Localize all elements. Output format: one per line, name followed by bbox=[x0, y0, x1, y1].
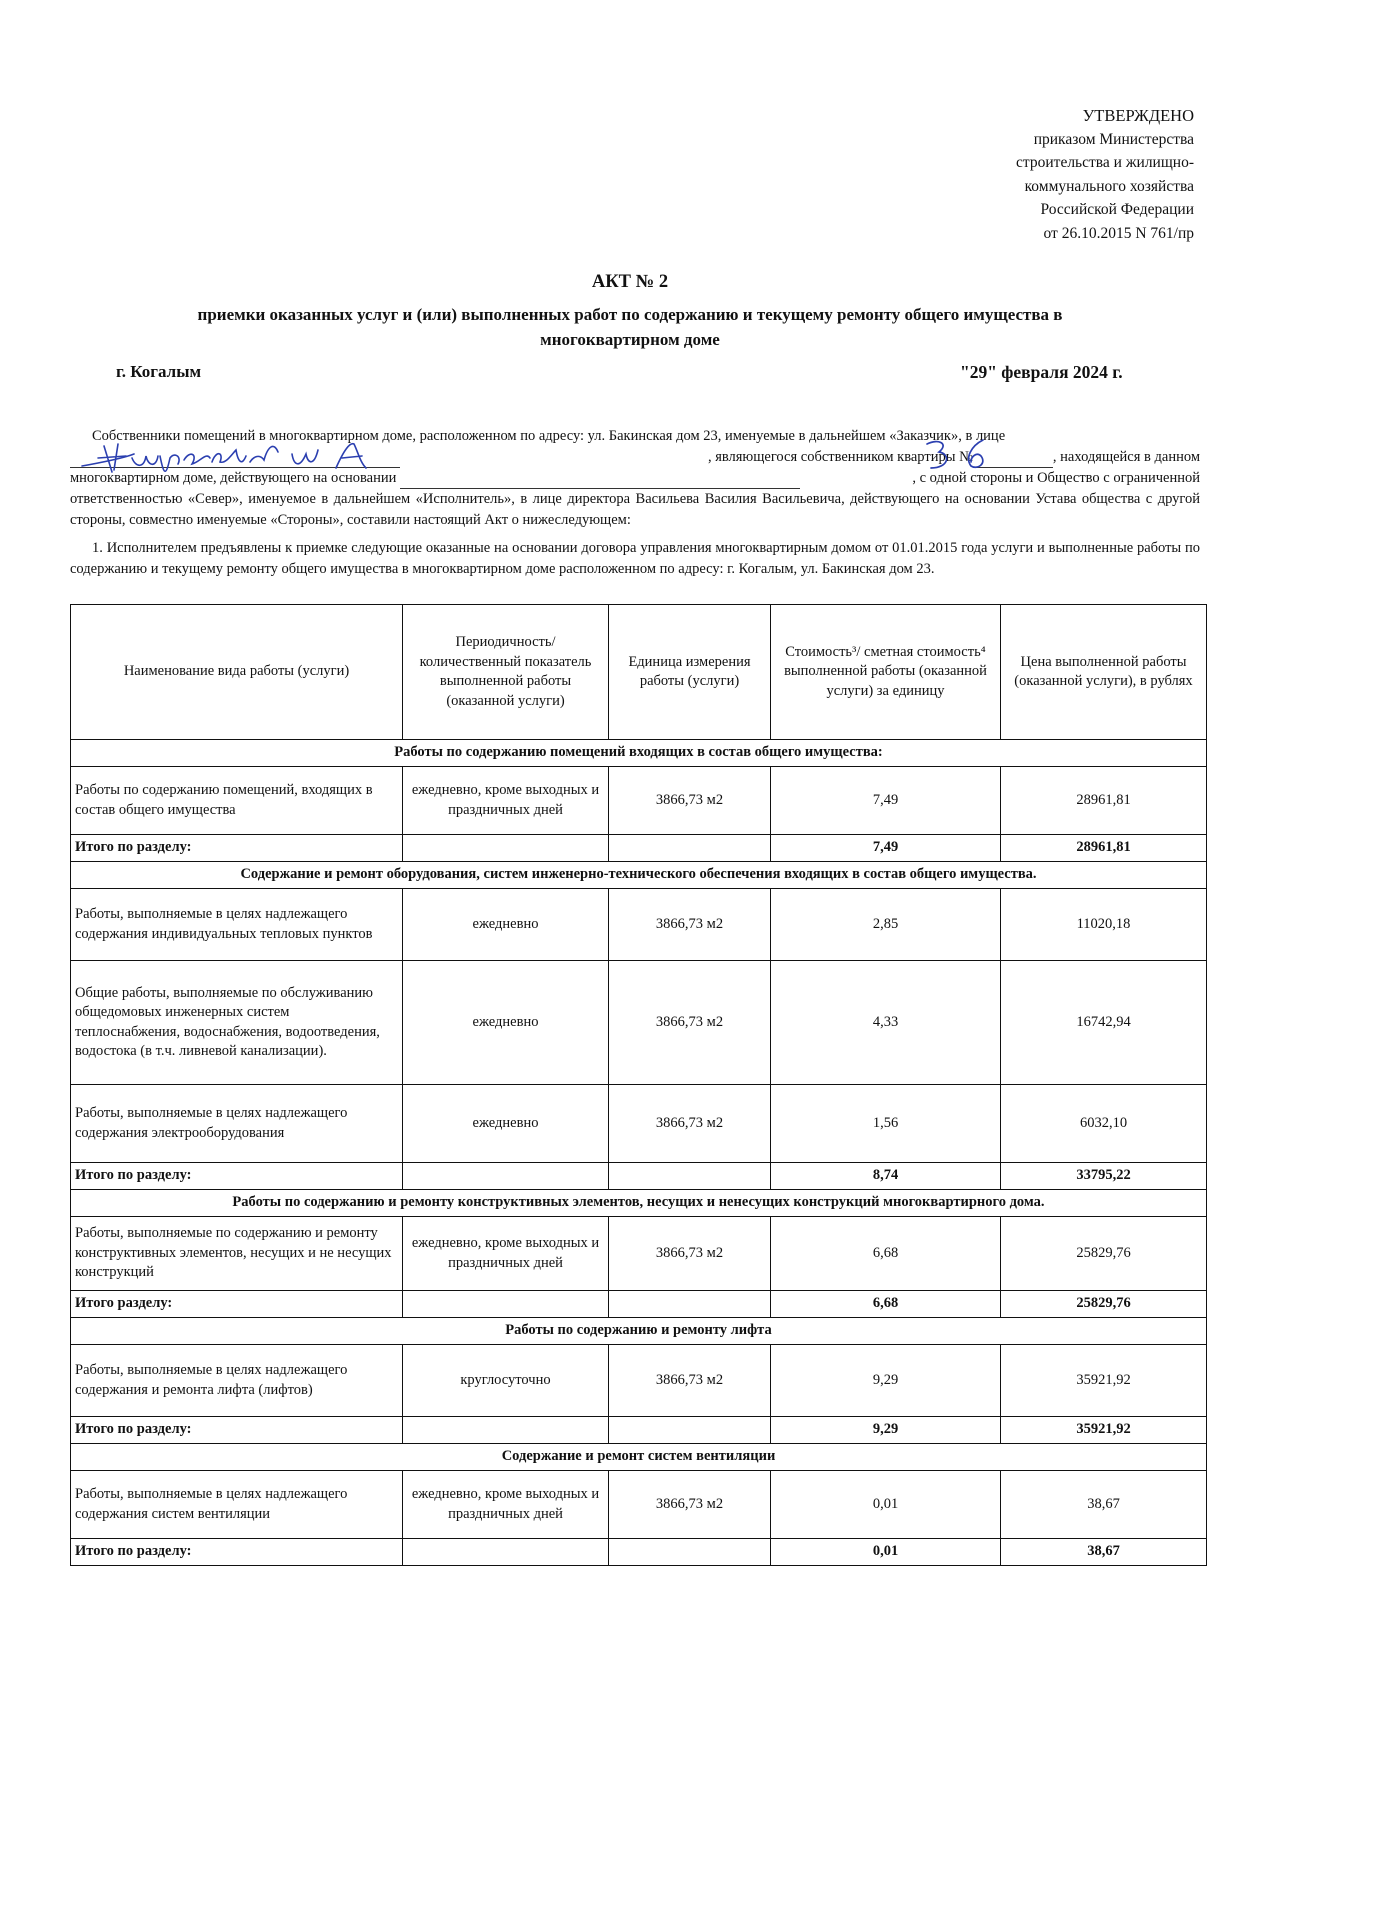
basis-field bbox=[400, 472, 800, 489]
cell-price: 28961,81 bbox=[1001, 767, 1207, 835]
total-empty bbox=[403, 835, 609, 862]
cell-unit: 3866,73 м2 bbox=[609, 1471, 771, 1539]
cell-cost: 0,01 bbox=[771, 1471, 1001, 1539]
total-cost: 7,49 bbox=[771, 835, 1001, 862]
works-table bbox=[70, 604, 1207, 1566]
cell-cost: 7,49 bbox=[771, 767, 1001, 835]
total-price: 25829,76 bbox=[1001, 1291, 1207, 1318]
cell-unit: 3866,73 м2 bbox=[609, 961, 771, 1085]
section-header-row bbox=[71, 740, 1207, 767]
cell-name: Работы, выполняемые в целях надлежащего содержания электрооборудования bbox=[71, 1085, 403, 1163]
total-label: Итого по разделу: bbox=[71, 835, 403, 862]
table-header-row bbox=[71, 605, 1207, 740]
section-total-row bbox=[71, 1291, 1207, 1318]
cell-price: 16742,94 bbox=[1001, 961, 1207, 1085]
basis-text bbox=[70, 468, 800, 489]
contract-paragraph bbox=[70, 538, 1200, 580]
approval-line: коммунального хозяйства bbox=[1024, 177, 1194, 195]
section-total-row bbox=[71, 1417, 1207, 1444]
total-empty bbox=[609, 1291, 771, 1318]
cell-unit: 3866,73 м2 bbox=[609, 1217, 771, 1291]
column-header-unit: Единица измерения работы (услуги) bbox=[609, 605, 771, 740]
column-header-periodicity: Периодичность/ количественный показатель выполненной работы (оказанной услуги) bbox=[403, 605, 609, 740]
total-empty bbox=[609, 1163, 771, 1190]
intro-rest: ответственностью «Север», именуемое в дальнейшем «Исполнитель», в лице директора Васильева Василия Васильевича, действующего на основании Устава общества с другой стороны, совместно именуемые «Стороны», составили настоящий Акт о нижеследующем: bbox=[70, 491, 1200, 528]
cell-cost: 1,56 bbox=[771, 1085, 1001, 1163]
section-title: Работы по содержанию и ремонту лифта bbox=[71, 1318, 1207, 1345]
total-price: 38,67 bbox=[1001, 1539, 1207, 1566]
cell-name: Работы, выполняемые в целях надлежащего содержания систем вентиляции bbox=[71, 1471, 403, 1539]
cell-cost: 2,85 bbox=[771, 889, 1001, 961]
basis-label: многоквартирном доме, действующего на основании bbox=[70, 470, 397, 486]
owner-role-text bbox=[708, 447, 1200, 468]
act-city: г. Когалым bbox=[116, 362, 202, 381]
cell-name: Работы по содержанию помещений, входящих в состав общего имущества bbox=[71, 767, 403, 835]
section-title: Содержание и ремонт оборудования, систем инженерно-технического обеспечения входящих в состав общего имущества. bbox=[71, 862, 1207, 889]
table-row bbox=[71, 1217, 1207, 1291]
basis-end-label: , с одной стороны и Общество с ограниченной bbox=[912, 470, 1200, 486]
cell-periodicity: ежедневно, кроме выходных и праздничных дней bbox=[403, 1471, 609, 1539]
owner-role-label: , являющегося собственником квартиры № bbox=[707, 449, 973, 465]
intro-paragraph bbox=[70, 426, 1200, 531]
cell-name: Работы, выполняемые в целях надлежащего содержания и ремонта лифта (лифтов) bbox=[71, 1345, 403, 1417]
total-price: 35921,92 bbox=[1001, 1417, 1207, 1444]
total-label: Итого по разделу: bbox=[71, 1417, 403, 1444]
total-label: Итого по разделу: bbox=[71, 1163, 403, 1190]
cell-periodicity: ежедневно bbox=[403, 961, 609, 1085]
column-header-cost: Стоимость³/ сметная стоимость⁴ выполненной работы (оказанной услуги) за единицу bbox=[771, 605, 1001, 740]
cell-periodicity: ежедневно, кроме выходных и праздничных дней bbox=[403, 767, 609, 835]
total-cost: 0,01 bbox=[771, 1539, 1001, 1566]
total-cost: 8,74 bbox=[771, 1163, 1001, 1190]
cell-unit: 3866,73 м2 bbox=[609, 1085, 771, 1163]
total-label: Итого по разделу: bbox=[71, 1539, 403, 1566]
apartment-number-field bbox=[973, 449, 1053, 468]
contract-text: 1. Исполнителем предъявлены к приемке следующие оказанные на основании договора управления многоквартирным домом от 01.01.2015 года услуги и выполненные работы по содержанию и текущему ремонту общего имущества в многоквартирном доме расположенном по адресу: г. Когалым, ул. Бакинская дом 23. bbox=[70, 540, 1200, 577]
approval-line: Российской Федерации bbox=[1040, 201, 1194, 218]
table-row bbox=[71, 961, 1207, 1085]
table-row bbox=[71, 1085, 1207, 1163]
section-header-row bbox=[71, 1318, 1207, 1345]
cell-name: Общие работы, выполняемые по обслуживанию общедомовых инженерных систем теплоснабжения, водоснабжения, водоотведения, водостока (в т.ч. ливневой канализации). bbox=[71, 961, 403, 1085]
total-price: 28961,81 bbox=[1001, 835, 1207, 862]
cell-periodicity: круглосуточно bbox=[403, 1345, 609, 1417]
section-title: Содержание и ремонт систем вентиляции bbox=[71, 1444, 1207, 1471]
column-header-price: Цена выполненной работы (оказанной услуги), в рублях bbox=[1001, 605, 1207, 740]
cell-price: 6032,10 bbox=[1001, 1085, 1207, 1163]
total-price: 33795,22 bbox=[1001, 1163, 1207, 1190]
cell-cost: 4,33 bbox=[771, 961, 1001, 1085]
section-title: Работы по содержанию помещений входящих в состав общего имущества: bbox=[71, 740, 1207, 767]
cell-cost: 6,68 bbox=[771, 1217, 1001, 1291]
total-empty bbox=[403, 1291, 609, 1318]
act-title-line: многоквартирном доме bbox=[540, 330, 720, 349]
cell-name: Работы, выполняемые по содержанию и ремонту конструктивных элементов, несущих и не несущих конструкций bbox=[71, 1217, 403, 1291]
total-empty bbox=[609, 1417, 771, 1444]
approval-line: строительства и жилищно- bbox=[1016, 154, 1194, 171]
table-row bbox=[71, 1345, 1207, 1417]
table-row bbox=[71, 889, 1207, 961]
cell-periodicity: ежедневно, кроме выходных и праздничных дней bbox=[403, 1217, 609, 1291]
total-empty bbox=[403, 1163, 609, 1190]
cell-price: 38,67 bbox=[1001, 1471, 1207, 1539]
act-date: "29" февраля 2024 г. bbox=[960, 362, 1123, 382]
cell-cost: 9,29 bbox=[771, 1345, 1001, 1417]
cell-name: Работы, выполняемые в целях надлежащего содержания индивидуальных тепловых пунктов bbox=[71, 889, 403, 961]
section-total-row bbox=[71, 835, 1207, 862]
total-empty bbox=[609, 1539, 771, 1566]
cell-unit: 3866,73 м2 bbox=[609, 1345, 771, 1417]
total-empty bbox=[403, 1417, 609, 1444]
section-title: Работы по содержанию и ремонту конструктивных элементов, несущих и ненесущих конструкций многоквартирного дома. bbox=[71, 1190, 1207, 1217]
cell-price: 25829,76 bbox=[1001, 1217, 1207, 1291]
cell-periodicity: ежедневно bbox=[403, 889, 609, 961]
section-total-row bbox=[71, 1163, 1207, 1190]
act-title bbox=[130, 302, 1130, 352]
cell-unit: 3866,73 м2 bbox=[609, 767, 771, 835]
section-header-row bbox=[71, 862, 1207, 889]
cell-price: 11020,18 bbox=[1001, 889, 1207, 961]
total-cost: 6,68 bbox=[771, 1291, 1001, 1318]
approval-line: от 26.10.2015 N 761/пр bbox=[1043, 224, 1194, 242]
intro-line-3 bbox=[70, 468, 1200, 489]
total-cost: 9,29 bbox=[771, 1417, 1001, 1444]
cell-unit: 3866,73 м2 bbox=[609, 889, 771, 961]
total-empty bbox=[609, 835, 771, 862]
total-empty bbox=[403, 1539, 609, 1566]
intro-line-2 bbox=[70, 447, 1200, 468]
act-number: АКТ № 2 bbox=[591, 272, 669, 292]
approval-line: приказом Министерства bbox=[1033, 130, 1194, 148]
location-label: , находящейся в данном bbox=[1052, 449, 1200, 465]
cell-periodicity: ежедневно bbox=[403, 1085, 609, 1163]
approval-header: УТВЕРЖДЕНО bbox=[1082, 106, 1194, 125]
owner-name-field bbox=[70, 449, 400, 468]
column-header-name: Наименование вида работы (услуги) bbox=[71, 605, 403, 740]
cell-price: 35921,92 bbox=[1001, 1345, 1207, 1417]
act-title-line: приемки оказанных услуг и (или) выполненных работ по содержанию и текущему ремонту общего имущества в bbox=[197, 305, 1063, 324]
approval-block bbox=[874, 104, 1194, 245]
table-row bbox=[71, 767, 1207, 835]
section-header-row bbox=[71, 1190, 1207, 1217]
total-label: Итого разделу: bbox=[71, 1291, 403, 1318]
table-row bbox=[71, 1471, 1207, 1539]
intro-line-1: Собственники помещений в многоквартирном доме, расположенном по адресу: ул. Бакинская дом 23, именуемые в дальнейшем «Заказчик», в лице bbox=[92, 428, 1006, 444]
section-header-row bbox=[71, 1444, 1207, 1471]
section-total-row bbox=[71, 1539, 1207, 1566]
